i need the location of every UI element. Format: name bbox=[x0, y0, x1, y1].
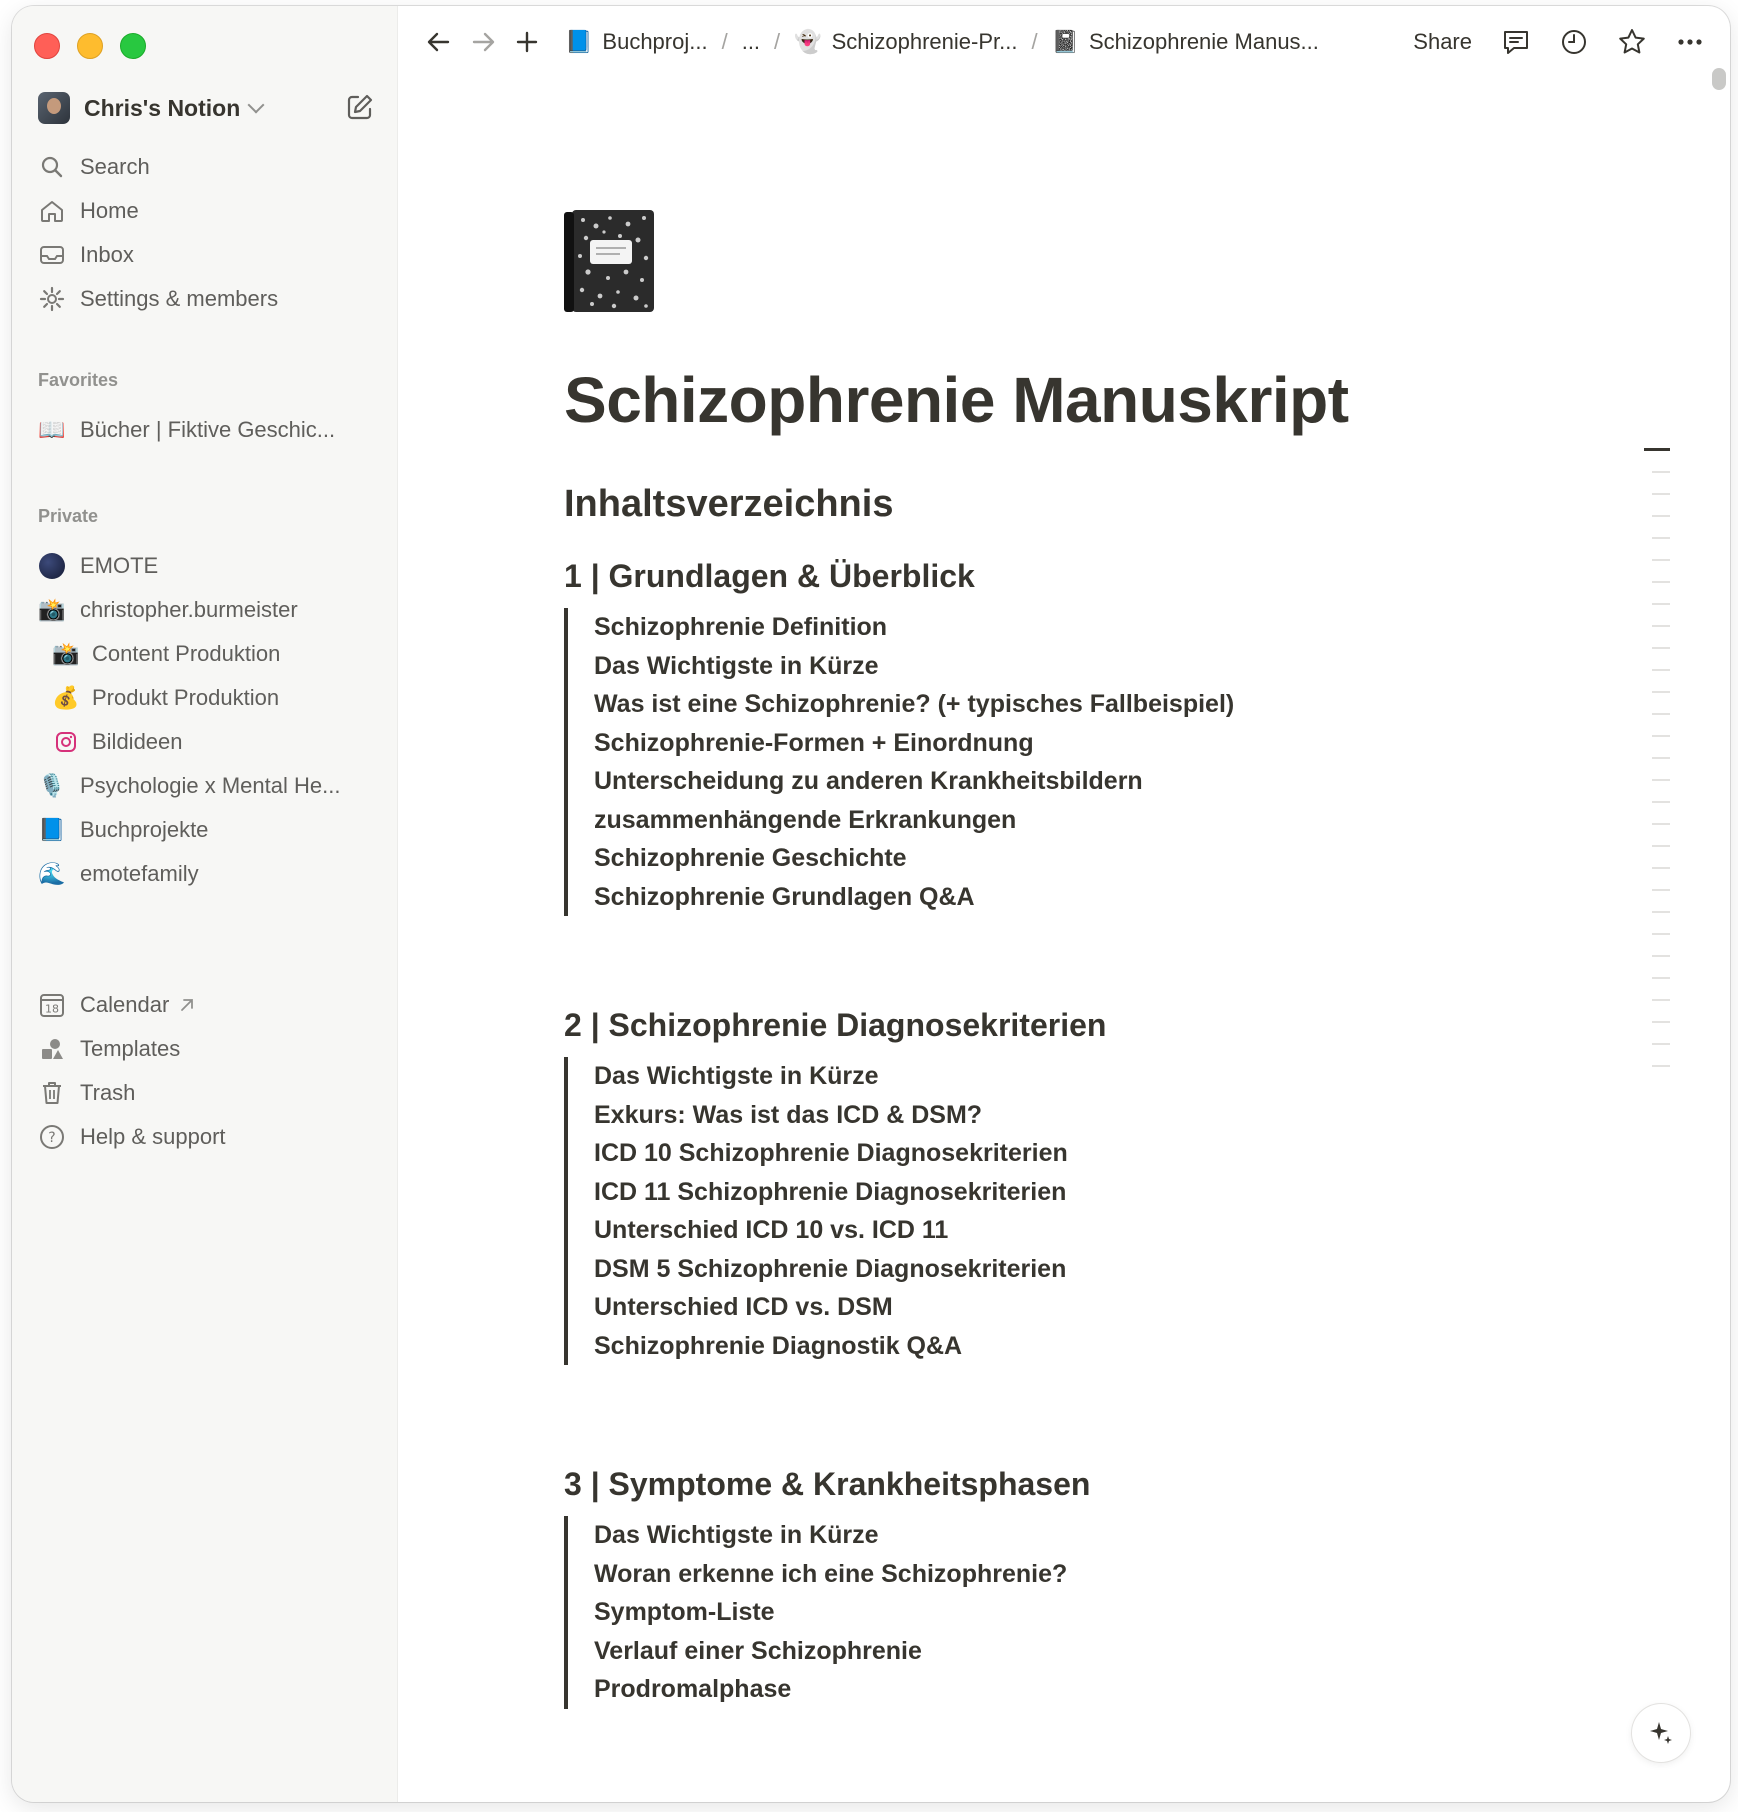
outline-marker[interactable] bbox=[1652, 779, 1670, 781]
sidebar-item-label: Settings & members bbox=[80, 286, 279, 311]
breadcrumb-label: Schizophrenie-Pr... bbox=[831, 29, 1018, 54]
window-controls bbox=[34, 33, 146, 59]
workspace-switcher[interactable] bbox=[38, 86, 375, 130]
sidebar-item-produkt-produktion[interactable] bbox=[26, 676, 383, 720]
toc-item[interactable]: Schizophrenie Diagnostik Q&A bbox=[594, 1331, 963, 1360]
outline-marker[interactable] bbox=[1652, 559, 1670, 561]
sidebar-item-label: christopher.burmeister bbox=[80, 597, 298, 622]
sidebar-item-label: Bildideen bbox=[92, 729, 183, 754]
minimize-window-button[interactable] bbox=[77, 33, 103, 59]
sidebar-item-label: EMOTE bbox=[80, 553, 159, 578]
toc-item[interactable]: Das Wichtigste in Kürze bbox=[594, 1521, 879, 1549]
outline-marker[interactable] bbox=[1652, 515, 1670, 517]
sidebar-item-trash[interactable] bbox=[26, 1071, 383, 1115]
outline-marker[interactable] bbox=[1652, 581, 1670, 583]
svg-text:?: ? bbox=[48, 1130, 56, 1146]
breadcrumb-item-schizophrenie-projekt[interactable] bbox=[794, 29, 1017, 55]
notion-ai-button[interactable] bbox=[1632, 1704, 1690, 1762]
outline-marker[interactable] bbox=[1652, 691, 1670, 693]
toc-item[interactable]: Unterscheidung zu anderen Krankheitsbildern bbox=[594, 767, 1143, 795]
toc-item[interactable]: zusammenhängende Erkrankungen bbox=[594, 805, 1017, 834]
star-icon bbox=[1617, 27, 1647, 57]
comments-button[interactable] bbox=[1496, 22, 1536, 62]
section-1-quote bbox=[564, 608, 1234, 916]
toc-item[interactable]: Schizophrenie Definition bbox=[594, 613, 888, 641]
toc-item[interactable]: Prodromalphase bbox=[594, 1675, 792, 1703]
blue-book-icon: 📘 bbox=[565, 29, 593, 54]
sidebar-main-nav bbox=[26, 145, 383, 321]
outline-marker[interactable] bbox=[1652, 669, 1670, 671]
outline-marker[interactable] bbox=[1652, 845, 1670, 847]
favorites-list bbox=[26, 408, 383, 452]
toc-item[interactable]: ICD 10 Schizophrenie Diagnosekriterien bbox=[594, 1139, 1068, 1167]
outline-marker[interactable] bbox=[1652, 1021, 1670, 1023]
outline-marker[interactable] bbox=[1652, 955, 1670, 957]
breadcrumb-label: Buchproj... bbox=[602, 29, 708, 54]
section-heading-1[interactable]: 1 | Grundlagen & Überblick bbox=[564, 558, 975, 594]
wave-icon: 🌊 bbox=[38, 861, 66, 886]
clock-icon bbox=[1559, 27, 1589, 57]
sidebar-item-psychologie[interactable] bbox=[26, 764, 383, 808]
toc-item[interactable]: Schizophrenie Geschichte bbox=[594, 844, 907, 872]
zoom-window-button[interactable] bbox=[120, 33, 146, 59]
outline-marker[interactable] bbox=[1652, 493, 1670, 495]
sparkle-icon bbox=[1647, 1719, 1675, 1747]
sidebar-item-home[interactable] bbox=[26, 189, 383, 233]
updates-button[interactable] bbox=[1554, 22, 1594, 62]
sidebar-item-buchprojekte[interactable] bbox=[26, 808, 383, 852]
camera-flash-icon: 📸 bbox=[38, 597, 66, 622]
notebook-icon: 📓 bbox=[1051, 29, 1079, 54]
sidebar-item-christopher[interactable] bbox=[26, 588, 383, 632]
toc-item[interactable]: Unterschied ICD 10 vs. ICD 11 bbox=[594, 1216, 949, 1244]
money-bag-icon: 💰 bbox=[52, 685, 80, 710]
sidebar-item-label: Content Produktion bbox=[92, 641, 281, 666]
arrow-right-icon bbox=[470, 29, 496, 55]
home-icon bbox=[38, 197, 66, 225]
search-icon bbox=[38, 153, 66, 181]
new-page-icon[interactable] bbox=[345, 92, 375, 122]
plus-icon bbox=[515, 30, 539, 54]
sidebar-bottom-nav bbox=[26, 983, 383, 1159]
sidebar-item-inbox[interactable] bbox=[26, 233, 383, 277]
sidebar-item-label: Search bbox=[80, 154, 150, 179]
outline-marker-active[interactable] bbox=[1644, 448, 1670, 451]
sidebar-item-content-produktion[interactable] bbox=[26, 632, 383, 676]
toc-item[interactable]: Woran erkenne ich eine Schizophrenie? bbox=[594, 1559, 1068, 1588]
favorites-section-label: Favorites bbox=[38, 370, 119, 390]
outline-marker[interactable] bbox=[1652, 537, 1670, 539]
toc-item[interactable]: Schizophrenie-Formen + Einordnung bbox=[594, 728, 1034, 757]
outline-marker[interactable] bbox=[1652, 647, 1670, 649]
sidebar-item-label: Bücher | Fiktive Geschic... bbox=[80, 417, 336, 442]
sidebar-item-emote[interactable] bbox=[26, 544, 383, 588]
trash-icon bbox=[38, 1079, 66, 1107]
breadcrumb-ellipsis[interactable] bbox=[742, 29, 760, 55]
camera-flash-icon: 📸 bbox=[52, 641, 80, 666]
sidebar-item-label: Inbox bbox=[80, 242, 134, 267]
open-book-icon: 📖 bbox=[38, 417, 66, 442]
outline-marker[interactable] bbox=[1652, 867, 1670, 869]
outline-marker[interactable] bbox=[1652, 911, 1670, 913]
outline-marker[interactable] bbox=[1652, 1043, 1670, 1045]
toc-item[interactable]: Symptom-Liste bbox=[594, 1598, 775, 1626]
section-3-quote bbox=[564, 1516, 1067, 1709]
outline-marker[interactable] bbox=[1652, 625, 1670, 627]
breadcrumb-item-current[interactable] bbox=[1052, 29, 1319, 55]
inbox-icon bbox=[38, 241, 66, 269]
composition-notebook-icon[interactable] bbox=[558, 206, 660, 316]
comment-icon bbox=[1501, 27, 1531, 57]
toc-item[interactable]: Was ist eine Schizophrenie? (+ typisches Fallbeispiel) bbox=[594, 690, 1235, 718]
toc-item[interactable]: Exkurs: Was ist das ICD & DSM? bbox=[594, 1100, 983, 1129]
workspace-name: Chris's Notion bbox=[84, 94, 241, 121]
calendar-day-number: 18 bbox=[45, 1002, 59, 1016]
scrollbar-thumb[interactable] bbox=[1712, 68, 1726, 90]
outline-marker[interactable] bbox=[1652, 823, 1670, 825]
more-horizontal-icon bbox=[1675, 27, 1705, 57]
breadcrumb-separator: / bbox=[774, 29, 781, 54]
chevron-down-icon bbox=[248, 97, 265, 114]
outline-marker[interactable] bbox=[1652, 1065, 1670, 1067]
topbar-actions bbox=[1413, 6, 1710, 78]
sidebar-item-help[interactable] bbox=[26, 1115, 383, 1159]
outline-minimap[interactable] bbox=[1644, 448, 1670, 1087]
outline-marker[interactable] bbox=[1652, 713, 1670, 715]
sidebar-item-label: Produkt Produktion bbox=[92, 685, 280, 710]
sidebar-item-emotefamily[interactable] bbox=[26, 852, 383, 896]
blue-book-icon: 📘 bbox=[38, 817, 66, 842]
favorite-button[interactable] bbox=[1612, 22, 1652, 62]
section-heading-3[interactable]: 3 | Symptome & Krankheitsphasen bbox=[564, 1466, 1091, 1502]
sidebar-item-label: Calendar bbox=[80, 992, 170, 1017]
sidebar-item-settings[interactable] bbox=[26, 277, 383, 321]
sidebar-item-label: Trash bbox=[80, 1080, 136, 1105]
outline-marker[interactable] bbox=[1652, 603, 1670, 605]
app-window bbox=[12, 6, 1730, 1802]
ghost-icon: 👻 bbox=[794, 29, 822, 54]
outline-marker[interactable] bbox=[1652, 933, 1670, 935]
templates-icon bbox=[38, 1035, 66, 1063]
toc-item[interactable]: Verlauf einer Schizophrenie bbox=[594, 1636, 922, 1665]
topbar bbox=[397, 6, 1730, 78]
outline-marker[interactable] bbox=[1652, 735, 1670, 737]
private-list bbox=[26, 544, 383, 896]
sidebar-item-search[interactable] bbox=[26, 145, 383, 189]
toc-item[interactable]: Unterschied ICD vs. DSM bbox=[594, 1293, 893, 1321]
share-button[interactable]: Share bbox=[1413, 29, 1472, 54]
sidebar-item-label: Buchprojekte bbox=[80, 817, 209, 842]
outline-marker[interactable] bbox=[1652, 471, 1670, 473]
instagram-icon bbox=[52, 728, 80, 756]
outline-marker[interactable] bbox=[1652, 889, 1670, 891]
toc-heading[interactable]: Inhaltsverzeichnis bbox=[564, 483, 894, 525]
sidebar-item-bildideen[interactable] bbox=[26, 720, 383, 764]
help-icon bbox=[38, 1123, 66, 1151]
avatar bbox=[38, 92, 70, 124]
sidebar bbox=[12, 6, 398, 1802]
page-content bbox=[397, 78, 1730, 1802]
outline-marker[interactable] bbox=[1652, 999, 1670, 1001]
arrow-left-icon bbox=[426, 29, 452, 55]
back-button[interactable] bbox=[419, 22, 459, 62]
toc-item[interactable]: Das Wichtigste in Kürze bbox=[594, 1062, 879, 1090]
toc-item[interactable]: Schizophrenie Grundlagen Q&A bbox=[594, 882, 975, 911]
sidebar-item-label: emotefamily bbox=[80, 861, 199, 886]
breadcrumb-item-buchprojekte[interactable] bbox=[565, 29, 708, 55]
toc-item[interactable]: ICD 11 Schizophrenie Diagnosekriterien bbox=[594, 1177, 1067, 1206]
microphone-icon: 🎙️ bbox=[38, 773, 66, 798]
new-tab-button[interactable] bbox=[507, 22, 547, 62]
calendar-icon bbox=[38, 991, 66, 1019]
private-section-label: Private bbox=[38, 506, 99, 526]
close-window-button[interactable] bbox=[34, 33, 60, 59]
sidebar-item-label: Psychologie x Mental He... bbox=[80, 773, 341, 798]
toc-item[interactable]: DSM 5 Schizophrenie Diagnosekriterien bbox=[594, 1254, 1067, 1283]
breadcrumb-separator: / bbox=[721, 29, 728, 54]
forward-button[interactable] bbox=[463, 22, 503, 62]
outline-marker[interactable] bbox=[1652, 977, 1670, 979]
toc-item[interactable]: Das Wichtigste in Kürze bbox=[594, 651, 879, 680]
breadcrumb-label: ... bbox=[741, 29, 761, 54]
more-options-button[interactable] bbox=[1670, 22, 1710, 62]
dark-circle-icon bbox=[38, 552, 66, 580]
page-title[interactable]: Schizophrenie Manuskript bbox=[564, 364, 1349, 436]
sidebar-item-label: Help & support bbox=[80, 1124, 226, 1149]
sidebar-item-templates[interactable] bbox=[26, 1027, 383, 1071]
section-2-quote bbox=[564, 1057, 1068, 1365]
gear-icon bbox=[38, 285, 66, 313]
sidebar-item-label: Home bbox=[80, 198, 139, 223]
sidebar-item-label: Templates bbox=[80, 1036, 181, 1061]
breadcrumb-separator: / bbox=[1031, 29, 1038, 54]
sidebar-item-calendar[interactable] bbox=[26, 983, 383, 1027]
outline-marker[interactable] bbox=[1652, 757, 1670, 759]
section-heading-2[interactable]: 2 | Schizophrenie Diagnosekriterien bbox=[564, 1007, 1107, 1043]
breadcrumb-label: Schizophrenie Manus... bbox=[1088, 29, 1319, 54]
outline-marker[interactable] bbox=[1652, 801, 1670, 803]
sidebar-item-favorite[interactable] bbox=[26, 408, 383, 452]
external-link-icon bbox=[179, 997, 195, 1013]
